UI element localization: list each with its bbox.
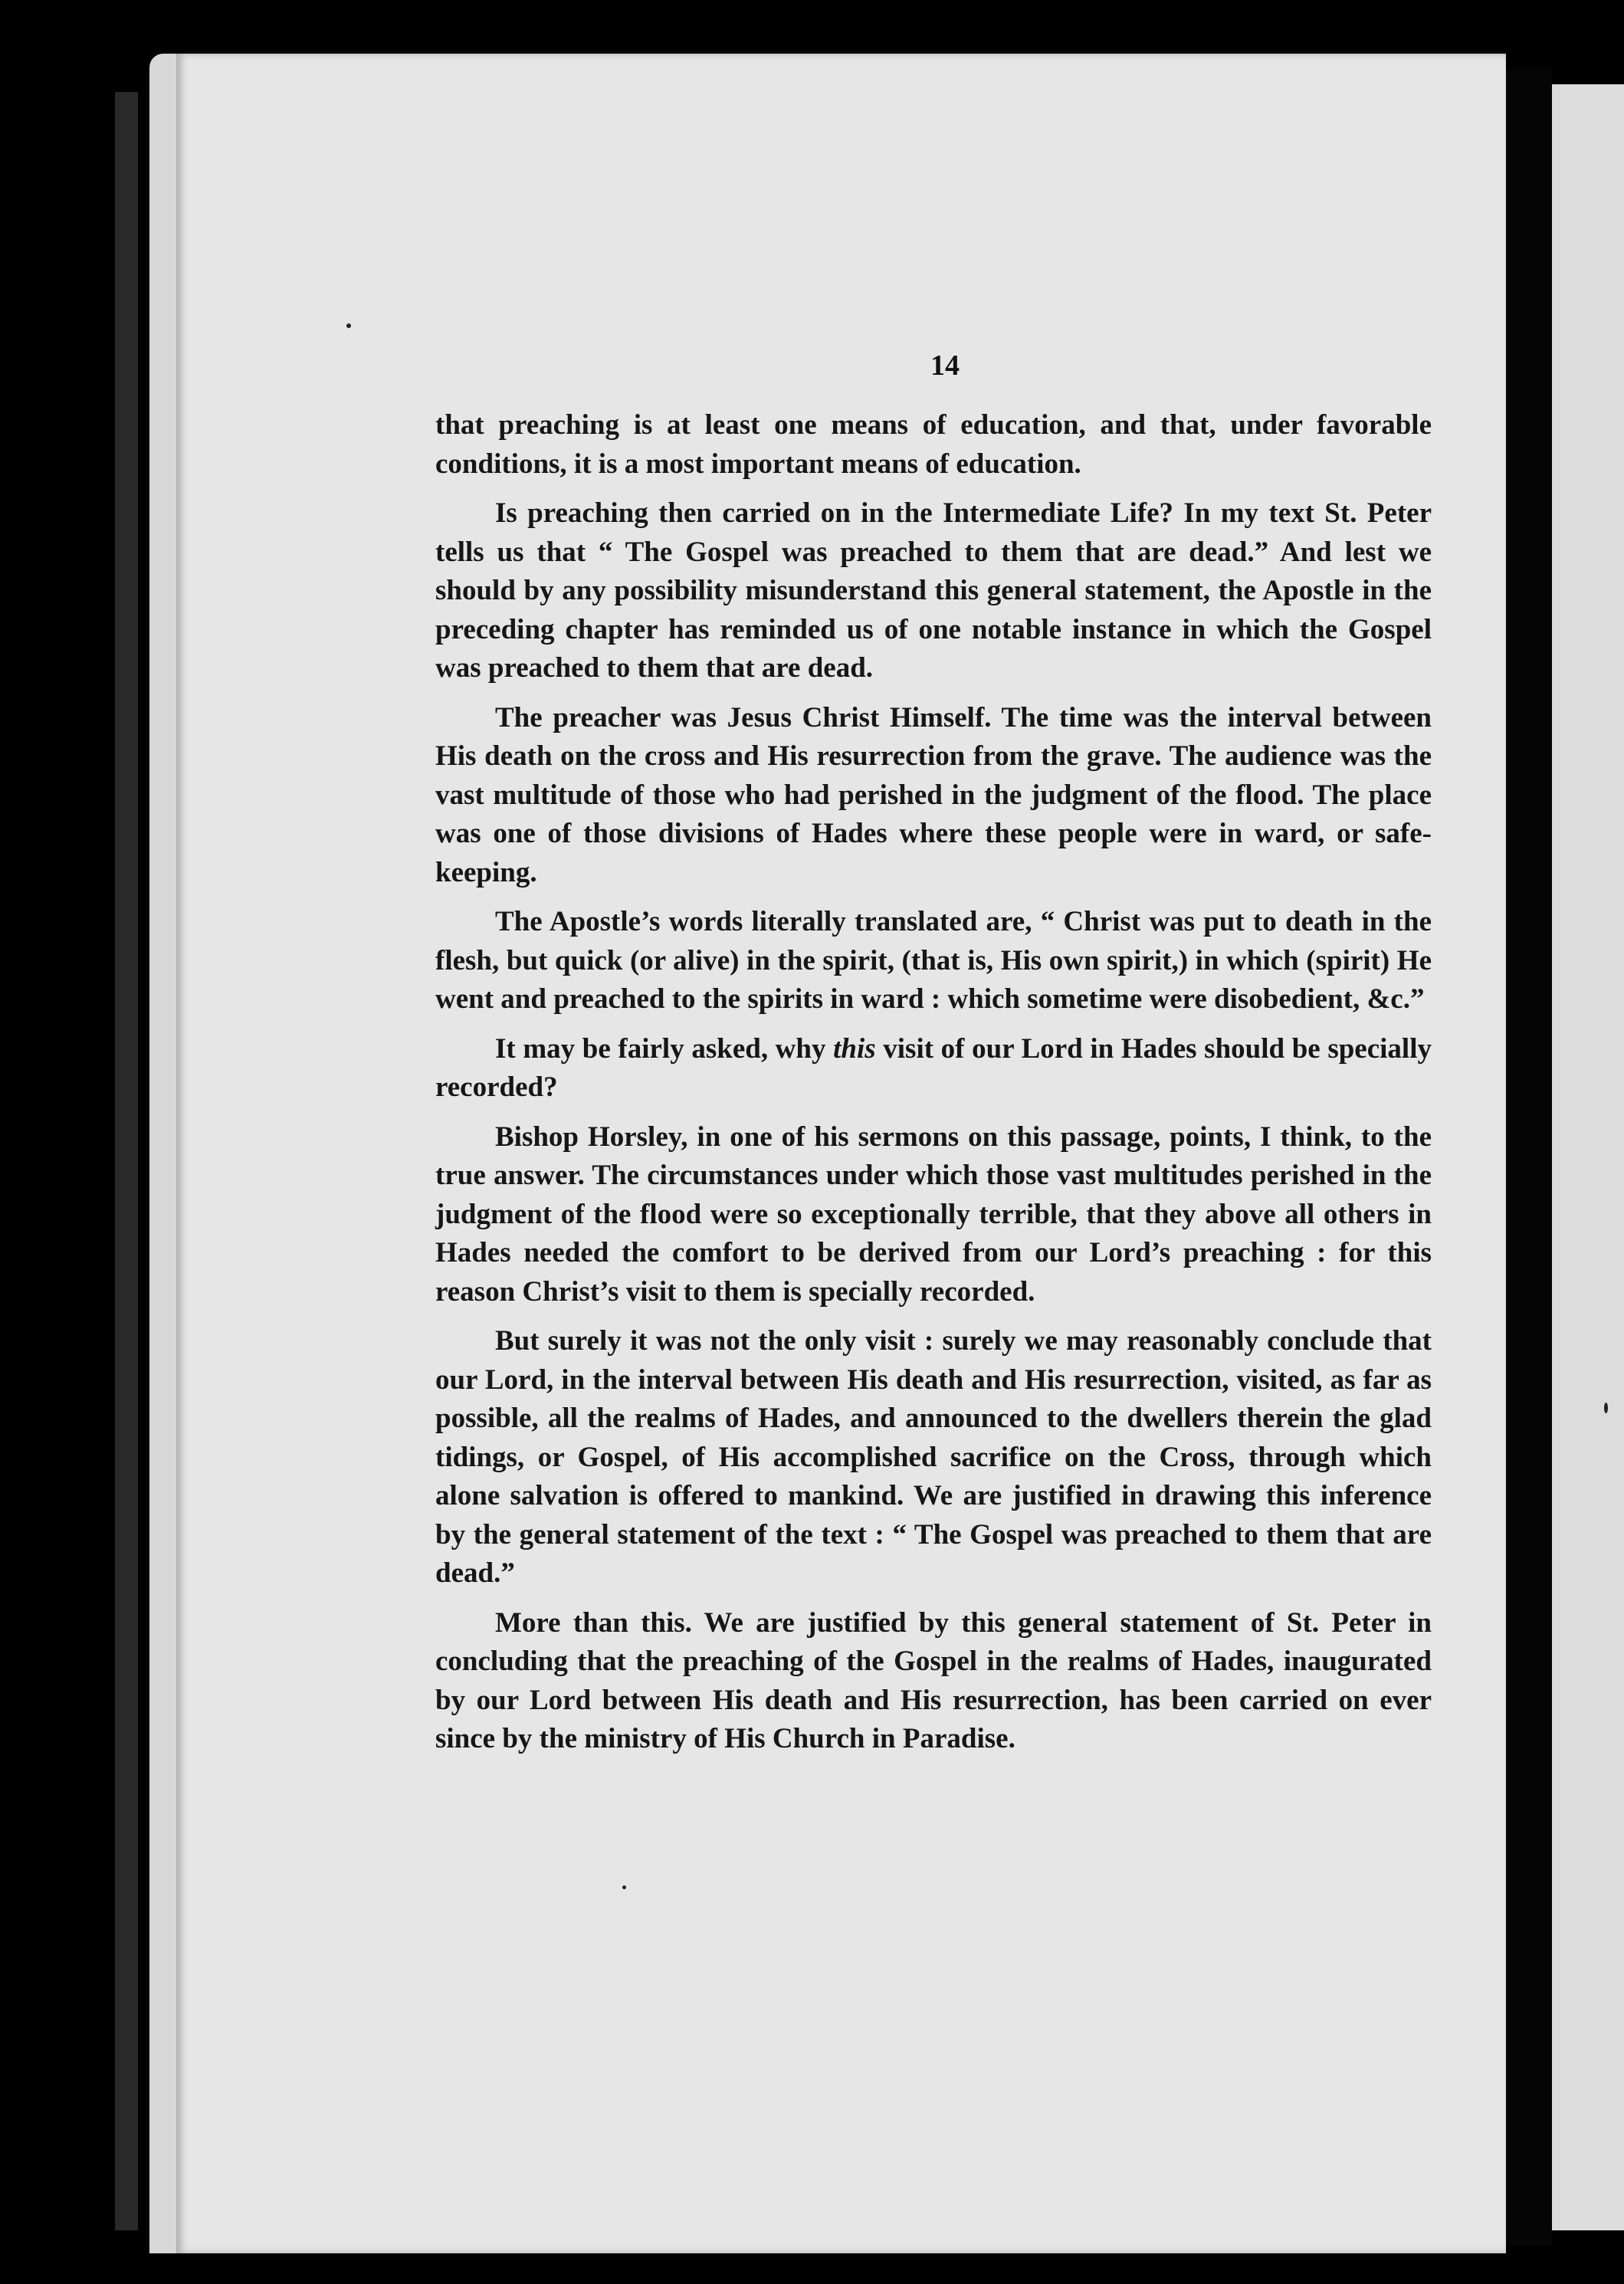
- scan-speck: [1604, 1403, 1608, 1413]
- paragraph-3: The preacher was Jesus Christ Himself. The time was the interval between His death on the cross and His resurrection from the grave. The audience was the vast multitude of those who had perished in the judgment of the flood. The place was one of those divisions of Hades where these people were in ward, or safe-keeping.: [435, 701, 1432, 888]
- paragraph-5-tail: visit of our Lord in Hades should be specially recorded?: [435, 1032, 1432, 1103]
- paragraph-4: The Apostle’s words literally translated are, “ Christ was put to death in the flesh, but quick (or alive) in the spirit, (that is, His own spirit,) in which (spirit) He went and preached to the spirits in ward : which sometime were disobedient, &c.”: [435, 906, 1432, 1015]
- paragraph-6: Bishop Horsley, in one of his sermons on this passage, points, I think, to the true answer. The circumstances under which those vast multitudes perished in the judgment of the flood were so exceptionally terrible, that they above all others in Hades needed the comfort to be derived from our Lord’s preaching : for this reason Christ’s visit to them is specially recorded.: [435, 1121, 1432, 1308]
- scan-speck: [622, 1885, 626, 1889]
- paragraph-5-emphasis: this: [833, 1032, 876, 1065]
- paragraph-5: [435, 1030, 1432, 1108]
- paragraph-1: that preaching is at least one means of education, and that, under favorable conditions, it is a most important means of education.: [435, 409, 1432, 480]
- scan-speck: [346, 323, 351, 328]
- page-edge: [149, 54, 180, 2253]
- paragraph-5-lead: It may be fairly asked, why: [495, 1032, 834, 1065]
- adjacent-page-edge: [1552, 84, 1624, 2230]
- book-gutter: [1506, 69, 1552, 2246]
- paragraph-2: Is preaching then carried on in the Intermediate Life? In my text St. Peter tells us that “ The Gospel was preached to them that are dead.” And lest we should by any possibility misunderstand this general statement, the Apostle in the preceding chapter has reminded us of one notable instance in which the Gospel was preached to them that are dead.: [435, 497, 1432, 684]
- body-text: [435, 406, 1432, 1770]
- page-number: 14: [930, 349, 960, 382]
- paragraph-8: More than this. We are justified by this general statement of St. Peter in concluding that the preaching of the Gospel in the realms of Hades, inaugurated by our Lord between His death and His resurrection, has been carried on ever since by the ministry of His Church in Paradise.: [435, 1606, 1432, 1754]
- paragraph-7: But surely it was not the only visit : surely we may reasonably conclude that our Lord, in the interval between His death and His resurrection, visited, as far as possible, all the realms of Hades, and announced to the dwellers therein the glad tidings, or Gospel, of His accomplished sacrifice on the Cross, through which alone salvation is offered to mankind. We are justified in drawing this inference by the general statement of the text : “ The Gospel was preached to them that are dead.”: [435, 1325, 1432, 1589]
- book-spine-shadow: [115, 92, 138, 2230]
